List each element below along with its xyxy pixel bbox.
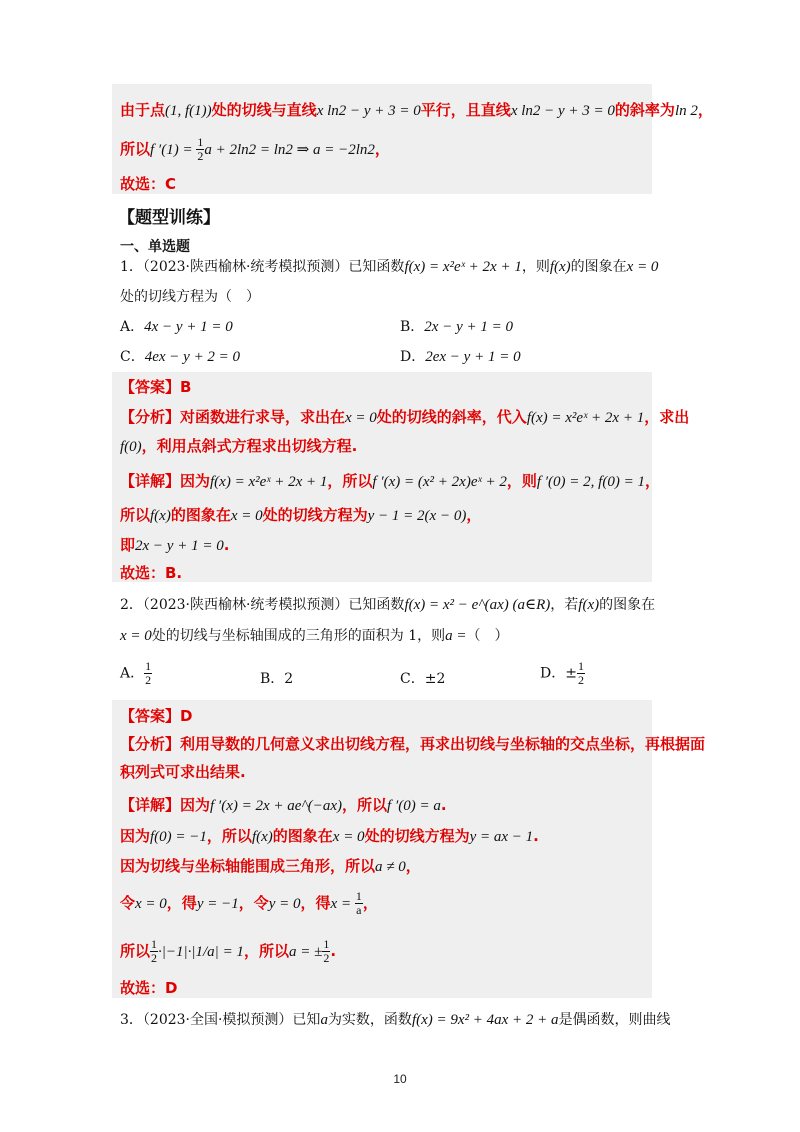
q2-detail: 令x = 0，得y = −1，令y = 0，得x = $\frac{1}{a}$ ， (120, 889, 378, 917)
section-title: 【题型训练】 (118, 208, 220, 228)
q2-detail: 【详解】因为f ′(x) = 2x + ae^(−ax)，所以f ′(0) = a. (120, 796, 447, 814)
q2-analysis-cont: 积列式可求出结果. (120, 763, 246, 781)
page-number: 10 (393, 1072, 407, 1086)
q1-detail: 所以f(x)的图象在x = 0处的切线方程为y − 1 = 2(x − 0)， (120, 506, 482, 524)
solution-line: 由于点(1, f(1))处的切线与直线x ln2 − y + 3 = 0平行，且直线x ln2 − y + 3 = 0的斜率为ln 2， (120, 101, 713, 119)
q1-option-c: C．4ex − y + 2 = 0 (120, 349, 241, 365)
question-2-stem: 2．（2023·陕西榆林·统考模拟预测）已知函数f(x) = x² − e^(ax) (a∈R)，若f(x)的图象在 (120, 597, 656, 613)
q1-option-a: A．4x − y + 1 = 0 (120, 319, 233, 335)
q2-answer: 【答案】D (120, 707, 193, 725)
q1-answer: 【答案】B (120, 378, 192, 396)
q1-detail: 即2x − y + 1 = 0. (120, 536, 230, 554)
solution-line: 所以f ′(1) = $\frac{1}{2}$ a + 2ln2 = ln2 ⇒ a = −2ln2， (120, 135, 390, 163)
q2-detail: 因为切线与坐标轴能围成三角形，所以a ≠ 0， (120, 857, 421, 875)
q2-option-b: B．2 (260, 671, 294, 687)
q2-option-d: D．± $\frac{1}{2}$ (540, 659, 584, 687)
q1-detail: 【详解】因为f(x) = x²eˣ + 2x + 1，所以f ′(x) = (x² + 2x)eˣ + 2，则f ′(0) = 2, f(0) = 1， (120, 472, 660, 490)
choice-line: 故选：C (120, 175, 177, 193)
q2-detail: 所以 $\frac{1}{2}$ ·|−1|·|1/a| = 1，所以a = ± $\frac{1}{2}$ . (120, 937, 337, 965)
question-2-stem-cont: x = 0处的切线与坐标轴围成的三角形的面积为 1，则a =（ ） (120, 628, 509, 644)
subsection-title: 一、单选题 (120, 239, 190, 255)
question-1-stem-cont: 处的切线方程为（ ） (120, 289, 260, 305)
question-1-stem: 1．（2023·陕西榆林·统考模拟预测）已知函数f(x) = x²eˣ + 2x + 1，则f(x)的图象在x = 0 (120, 259, 659, 275)
question-3-stem: 3．（2023·全国·模拟预测）已知a为实数，函数f(x) = 9x² + 4ax + 2 + a是偶函数，则曲线 (120, 1012, 671, 1028)
q1-option-b: B．2x − y + 1 = 0 (400, 319, 513, 335)
q1-analysis-cont: f(0)，利用点斜式方程求出切线方程. (120, 437, 358, 455)
q2-detail: 因为f(0) = −1，所以f(x)的图象在x = 0处的切线方程为y = ax − 1. (120, 827, 539, 845)
q2-option-a: A． $\frac{1}{2}$ (120, 659, 152, 687)
q1-analysis: 【分析】对函数进行求导，求出在x = 0处的切线的斜率，代入f(x) = x²eˣ + 2x + 1，求出 (120, 408, 690, 426)
q2-analysis: 【分析】利用导数的几何意义求出切线方程，再求出切线与坐标轴的交点坐标，再根据面 (120, 735, 706, 753)
q2-option-c: C．±2 (400, 671, 446, 687)
q1-final: 故选：B. (120, 564, 183, 582)
q1-option-d: D．2ex − y + 1 = 0 (400, 349, 521, 365)
q2-final: 故选：D (120, 979, 178, 997)
